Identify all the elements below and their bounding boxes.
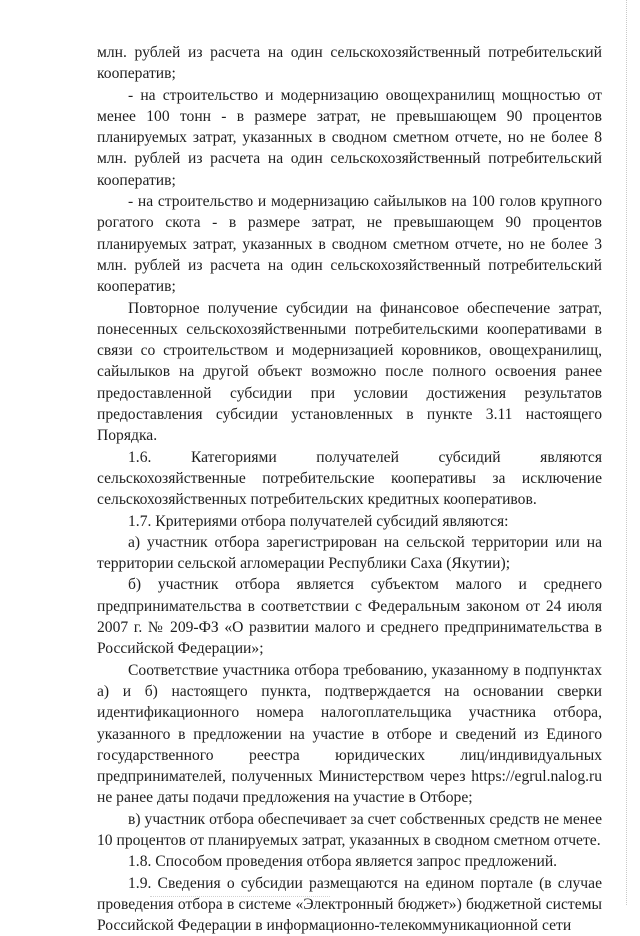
paragraph-1-9: 1.9. Сведения о субсидии размещаются на едином портале (в случае проведения отбора в системе «Электронный бюджет») бюджетной системы Российской Федерации в информационно-телекоммуникационной сети xyxy=(97,874,602,935)
scan-margin-line xyxy=(626,0,627,905)
paragraph-compliance: Соответствие участника отбора требованию, указанному в подпунктах а) и б) настоящего пункта, подтверждается на основании сверки идентификационного номера налогоплательщика участника отбора, указанного в предложении на участие в отборе и сведений из Единого государственного реестра юридических лиц/индивидуальных предпринимателей, полученных Министерством через https://egrul.nalog.ru не ранее даты подачи предложения на участие в Отборе; xyxy=(97,661,602,807)
paragraph-sayylyk: - на строительство и модернизацию сайылыков на 100 голов крупного рогатого скота - в размере затрат, не превышающем 90 процентов планируемых затрат, указанных в сводном сметном отчете, но не более 3 млн. рублей из расчета на один сельскохозяйственный потребительский кооператив; xyxy=(97,193,602,296)
document-body xyxy=(97,42,602,936)
paragraph-repeat-subsidy: Повторное получение субсидии на финансовое обеспечение затрат, понесенных сельскохозяйственными потребительскими кооперативами в связи со строительством и модернизацией коровников, овощехранилищ, сайылыков на другой объект возможно после полного освоения ранее предоставленной субсидии при условии достижения результатов предоставления субсидии установленных в пункте 3.11 настоящего Порядка. xyxy=(97,299,602,445)
paragraph-1-6: 1.6. Категориями получателей субсидий являются сельскохозяйственные потребительские кооперативы за исключение сельскохозяйственных потребительских кредитных кооперативов. xyxy=(97,448,602,509)
paragraph-criterion-b: б) участник отбора является субъектом малого и среднего предпринимательства в соответствии с Федеральным законом от 24 июля 2007 г. № 209-ФЗ «О развитии малого и среднего предпринимательства в Российской Федерации»; xyxy=(97,576,602,658)
paragraph-criterion-c: в) участник отбора обеспечивает за счет собственных средств не менее 10 процентов от планируемых затрат, указанных в сводном сметном отчете. xyxy=(97,810,602,849)
scan-noise xyxy=(150,896,330,897)
paragraph-1-8: 1.8. Способом проведения отбора является запрос предложений. xyxy=(128,853,558,871)
paragraph-criterion-a: а) участник отбора зарегистрирован на сельской территории или на территории сельской агломерации Республики Саха (Якутии); xyxy=(97,533,602,573)
paragraph-continuation: млн. рублей из расчета на один сельскохозяйственный потребительский кооператив; xyxy=(97,44,602,83)
paragraph-vegetable-storage: - на строительство и модернизацию овощехранилищ мощностью от менее 100 тонн - в размере затрат, не превышающем 90 процентов планируемых затрат, указанных в сводном сметном отчете, но не более 8 млн. рублей из расчета на один сельскохозяйственный потребительский кооператив; xyxy=(97,86,602,189)
paragraph-1-7: 1.7. Критериями отбора получателей субсидий являются: xyxy=(128,512,509,530)
